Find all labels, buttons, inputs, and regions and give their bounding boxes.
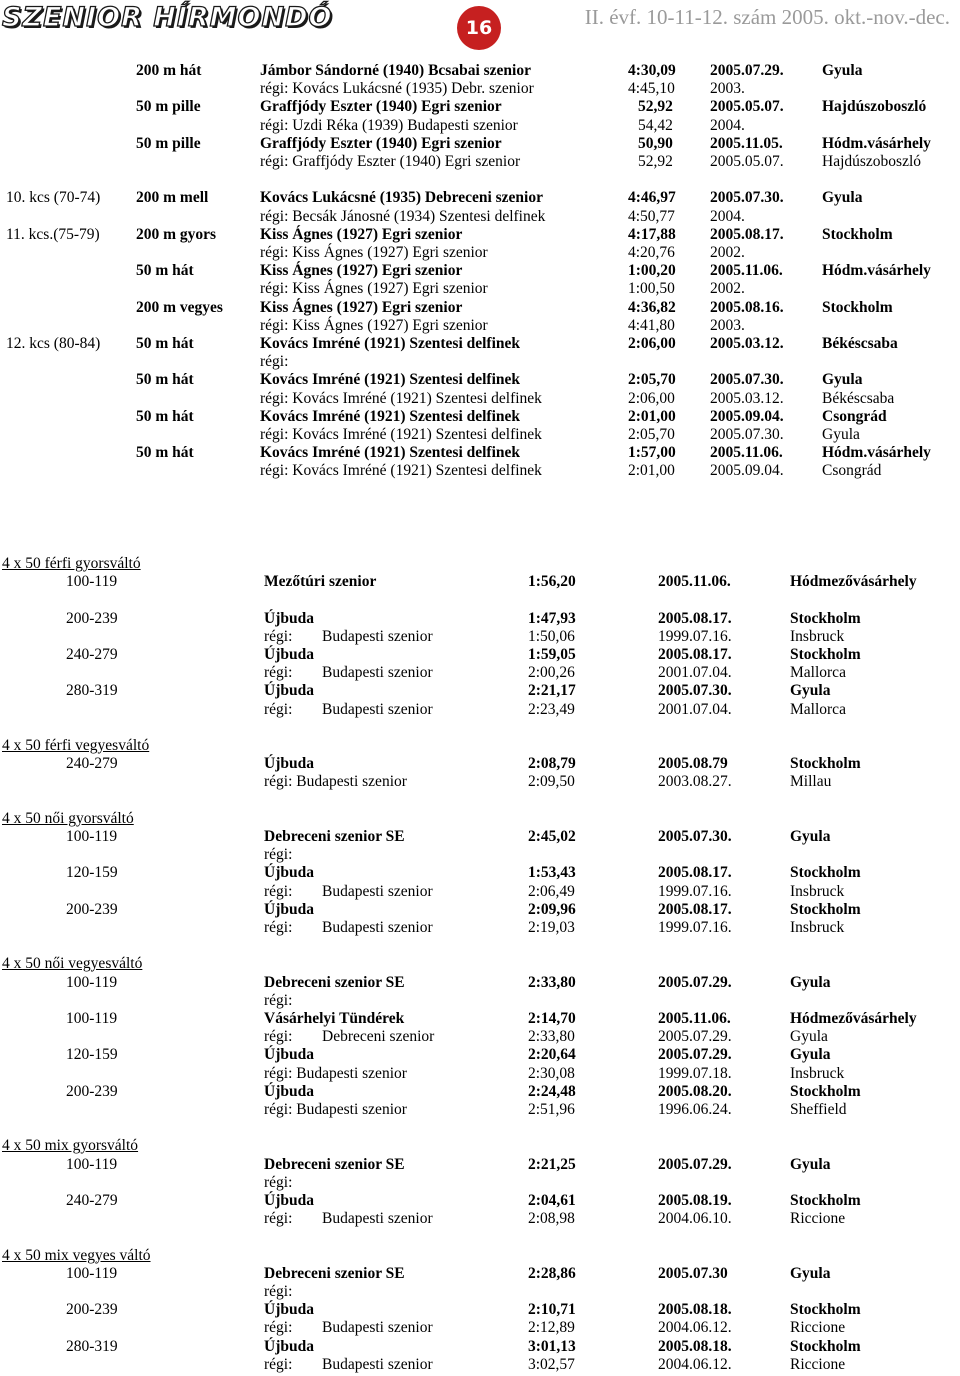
table-cell: Budapesti szenior: [322, 919, 433, 936]
table-cell: Hajdúszoboszló: [822, 98, 927, 116]
table-cell: Gyula: [790, 1264, 831, 1282]
table-cell: 100-119: [66, 1155, 118, 1173]
table-cell: Stockholm: [790, 1082, 861, 1100]
table-cell: régi:: [264, 627, 293, 645]
table-cell: Mallorca: [790, 700, 846, 718]
table-cell: Debreceni szenior SE: [264, 828, 405, 845]
table-cell: 2:01,00: [628, 407, 676, 425]
table-cell: Stockholm: [790, 609, 861, 627]
table-cell: régi: Kiss Ágnes (1927) Egri szenior: [260, 316, 488, 334]
table-cell: Budapesti szenior: [322, 700, 433, 718]
table-cell: Békéscsaba: [822, 389, 895, 407]
table-cell: Gyula: [790, 1046, 831, 1064]
table-cell: 2005.08.17.: [658, 609, 732, 627]
table-cell: 2:12,89: [528, 1319, 575, 1337]
table-cell: Insbruck: [790, 1064, 845, 1082]
table-cell: Újbuda: [264, 609, 314, 627]
table-cell: 200-239: [66, 609, 118, 627]
table-cell: Gyula: [790, 973, 831, 991]
table-cell: 100-119: [66, 828, 118, 845]
table-cell: 1999.07.16.: [658, 627, 732, 645]
table-cell: Debreceni szenior SE: [264, 1155, 405, 1173]
table-cell: 2002.: [710, 280, 745, 298]
table-cell: régi:: [264, 919, 293, 936]
table-cell: régi: Kovács Imréné (1921) Szentesi delfinek: [260, 389, 542, 407]
table-cell: régi:: [264, 846, 293, 864]
table-cell: régi: Budapesti szenior: [264, 1064, 407, 1082]
table-cell: 2:30,08: [528, 1064, 575, 1082]
table-cell: Gyula: [822, 426, 860, 443]
table-cell: 2005.07.30.: [658, 828, 732, 845]
table-cell: 200 m gyors: [136, 225, 217, 243]
table-cell: Stockholm: [790, 1337, 861, 1355]
table-cell: régi:: [264, 1173, 293, 1191]
table-cell: Budapesti szenior: [322, 664, 433, 682]
table-cell: Újbuda: [264, 1082, 314, 1100]
table-cell: 50 m hát: [136, 262, 194, 280]
table-cell: régi: Kovács Lukácsné (1935) Debr. szenior: [260, 80, 534, 98]
table-cell: 4:30,09: [628, 62, 676, 79]
table-cell: 1996.06.24.: [658, 1101, 732, 1118]
table-cell: 280-319: [66, 682, 118, 700]
table-cell: 2:10,71: [528, 1301, 576, 1319]
table-cell: Jámbor Sándorné (1940) Bcsabai szenior: [260, 62, 531, 79]
table-cell: 200 m hát: [136, 62, 202, 79]
table-cell: 2005.07.30.: [658, 682, 732, 700]
table-cell: Kovács Imréné (1921) Szentesi delfinek: [260, 407, 521, 425]
table-cell: Graffjódy Eszter (1940) Egri szenior: [260, 98, 502, 116]
table-cell: 4:20,76: [628, 244, 675, 261]
table-cell: Budapesti szenior: [322, 882, 433, 900]
table-cell: régi:: [260, 353, 289, 371]
page-number-badge: 16: [457, 6, 501, 50]
table-cell: 50 m pille: [136, 98, 201, 116]
table-cell: 1:00,50: [628, 280, 675, 298]
masthead-logo: SZENIOR HÍRMONDÓ: [2, 2, 333, 33]
table-cell: Csongrád: [822, 407, 887, 425]
table-cell: 2:04,61: [528, 1192, 576, 1209]
table-cell: 1:47,93: [528, 609, 576, 627]
table-cell: Budapesti szenior: [322, 627, 433, 645]
table-cell: 200-239: [66, 1301, 118, 1319]
table-cell: régi: Budapesti szenior: [264, 1101, 407, 1118]
table-cell: 2005.11.06.: [710, 444, 783, 462]
table-cell: régi: Kiss Ágnes (1927) Egri szenior: [260, 244, 488, 261]
table-cell: Hódmezővásárhely: [790, 573, 917, 591]
table-cell: Sheffield: [790, 1101, 847, 1118]
table-cell: 4:41,80: [628, 316, 675, 334]
table-cell: 2:05,70: [628, 371, 676, 389]
table-cell: 1999.07.16.: [658, 882, 732, 900]
table-cell: Riccione: [790, 1319, 846, 1337]
table-cell: 2:06,00: [628, 389, 675, 407]
table-cell: Stockholm: [822, 298, 893, 316]
table-cell: régi:: [264, 1355, 293, 1373]
section-heading: 4 x 50 mix vegyes váltó: [2, 1246, 151, 1264]
table-cell: 2:00,26: [528, 664, 575, 682]
table-cell: 2:19,03: [528, 919, 575, 936]
table-cell: 2005.05.07.: [710, 153, 784, 170]
table-cell: Mallorca: [790, 664, 846, 682]
table-cell: 2004.06.10.: [658, 1210, 732, 1228]
section-heading: 4 x 50 női gyorsváltó: [2, 809, 134, 827]
table-cell: 2:21,25: [528, 1155, 576, 1173]
table-cell: 2:51,96: [528, 1101, 575, 1118]
table-cell: 200 m vegyes: [136, 298, 223, 316]
table-cell: 1:53,43: [528, 864, 576, 882]
table-cell: Gyula: [822, 371, 863, 389]
table-cell: Gyula: [790, 682, 831, 700]
table-cell: 50 m hát: [136, 407, 194, 425]
table-cell: régi: Kovács Imréné (1921) Szentesi delfinek: [260, 426, 542, 443]
table-cell: 2:24,48: [528, 1082, 576, 1100]
table-cell: régi:: [264, 1028, 293, 1046]
table-cell: 2005.05.07.: [710, 98, 784, 116]
table-cell: Stockholm: [790, 1192, 861, 1209]
table-cell: 2005.07.29.: [658, 1046, 732, 1064]
table-cell: Hódm.vásárhely: [822, 444, 931, 462]
table-cell: 1:50,06: [528, 627, 575, 645]
table-cell: 50 m hát: [136, 444, 194, 462]
table-cell: 2004.: [710, 207, 745, 225]
table-cell: 1:00,20: [628, 262, 676, 280]
table-cell: Újbuda: [264, 900, 314, 918]
table-cell: 2005.08.17.: [658, 864, 732, 882]
table-cell: régi:: [264, 991, 293, 1009]
table-cell: Budapesti szenior: [322, 1319, 433, 1337]
table-cell: Gyula: [822, 62, 863, 79]
table-cell: 100-119: [66, 973, 118, 991]
table-cell: 50 m hát: [136, 371, 194, 389]
table-cell: Újbuda: [264, 755, 314, 773]
table-cell: 2005.03.12.: [710, 335, 784, 352]
table-cell: 52,92: [638, 153, 673, 170]
table-cell: 2005.07.29.: [658, 1155, 732, 1173]
table-cell: Gyula: [790, 1028, 828, 1046]
table-cell: Újbuda: [264, 864, 314, 882]
table-cell: régi:: [264, 1283, 293, 1300]
table-cell: Insbruck: [790, 882, 845, 900]
table-cell: 2004.: [710, 116, 745, 134]
table-cell: 1:59,05: [528, 646, 576, 663]
table-cell: 2003.: [710, 80, 745, 98]
table-cell: Gyula: [790, 1155, 831, 1173]
table-cell: Riccione: [790, 1210, 846, 1228]
table-cell: 2:09,96: [528, 900, 576, 918]
table-cell: 120-159: [66, 864, 118, 882]
table-cell: Újbuda: [264, 1337, 314, 1355]
table-cell: 100-119: [66, 573, 118, 591]
table-cell: 11. kcs.(75-79): [6, 225, 100, 243]
table-cell: Újbuda: [264, 1192, 314, 1209]
table-cell: régi:: [264, 1319, 293, 1337]
table-cell: 100-119: [66, 1010, 118, 1027]
table-cell: 3:02,57: [528, 1355, 575, 1373]
table-cell: Mezőtúri szenior: [264, 573, 377, 591]
table-cell: Kovács Imréné (1921) Szentesi delfinek: [260, 371, 521, 389]
table-cell: 2005.08.18.: [658, 1337, 732, 1355]
table-cell: 2:08,79: [528, 755, 576, 773]
table-cell: 2005.11.06.: [658, 1010, 731, 1027]
table-cell: 2005.07.29.: [658, 973, 732, 991]
table-cell: régi:: [264, 664, 293, 682]
table-cell: régi: Becsák Jánosné (1934) Szentesi delfinek: [260, 207, 546, 225]
table-cell: régi:: [264, 700, 293, 718]
table-cell: 4:50,77: [628, 207, 675, 225]
table-cell: Stockholm: [790, 755, 861, 773]
table-cell: 2:05,70: [628, 426, 675, 443]
table-cell: régi:: [264, 1210, 293, 1228]
table-cell: 12. kcs (80-84): [6, 335, 101, 352]
table-cell: Gyula: [790, 828, 831, 845]
table-cell: Stockholm: [790, 1301, 861, 1319]
table-cell: 2:01,00: [628, 462, 675, 480]
table-cell: Csongrád: [822, 462, 882, 480]
table-cell: Újbuda: [264, 1301, 314, 1319]
table-cell: Stockholm: [790, 900, 861, 918]
table-cell: Kiss Ágnes (1927) Egri szenior: [260, 298, 463, 316]
table-cell: 2005.09.04.: [710, 407, 784, 425]
table-cell: 2005.08.17.: [658, 900, 732, 918]
table-cell: Vásárhelyi Tündérek: [264, 1010, 405, 1027]
table-cell: 2:45,02: [528, 828, 576, 845]
table-cell: 50,90: [638, 134, 673, 152]
table-cell: 3:01,13: [528, 1337, 576, 1355]
table-cell: Graffjódy Eszter (1940) Egri szenior: [260, 134, 502, 152]
table-cell: 2005.08.17.: [710, 225, 784, 243]
table-cell: 4:46,97: [628, 189, 676, 207]
table-cell: 2005.08.19.: [658, 1192, 732, 1209]
table-cell: 2005.07.30.: [710, 426, 784, 443]
table-cell: 2:33,80: [528, 973, 576, 991]
table-cell: Hajdúszoboszló: [822, 153, 922, 170]
table-cell: 100-119: [66, 1264, 118, 1282]
table-cell: Újbuda: [264, 1046, 314, 1064]
table-cell: 2004.06.12.: [658, 1355, 732, 1373]
table-cell: 2:06,00: [628, 335, 676, 352]
table-cell: 2005.11.05.: [710, 134, 783, 152]
table-cell: 120-159: [66, 1046, 118, 1064]
table-cell: 2005.03.12.: [710, 389, 784, 407]
table-cell: 240-279: [66, 646, 118, 663]
table-cell: Budapesti szenior: [322, 1210, 433, 1228]
table-cell: 52,92: [638, 98, 673, 116]
table-cell: 200-239: [66, 900, 118, 918]
table-cell: 200-239: [66, 1082, 118, 1100]
table-cell: Kovács Lukácsné (1935) Debreceni szenior: [260, 189, 543, 207]
table-cell: Újbuda: [264, 646, 314, 663]
table-cell: 2:23,49: [528, 700, 575, 718]
table-cell: Debreceni szenior: [322, 1028, 435, 1046]
table-cell: régi: Kovács Imréné (1921) Szentesi delfinek: [260, 462, 542, 480]
table-cell: 2005.08.17.: [658, 646, 732, 663]
table-cell: Kovács Imréné (1921) Szentesi delfinek: [260, 444, 521, 462]
table-cell: 10. kcs (70-74): [6, 189, 101, 207]
table-cell: 2:06,49: [528, 882, 575, 900]
table-cell: 2001.07.04.: [658, 664, 732, 682]
table-cell: Insbruck: [790, 919, 845, 936]
table-cell: 2005.11.06.: [710, 262, 783, 280]
table-cell: 1:57,00: [628, 444, 676, 462]
table-cell: 2001.07.04.: [658, 700, 732, 718]
table-cell: 4:17,88: [628, 225, 676, 243]
table-cell: 240-279: [66, 1192, 118, 1209]
table-cell: 2:33,80: [528, 1028, 575, 1046]
table-cell: 200 m mell: [136, 189, 209, 207]
table-cell: Gyula: [822, 189, 863, 207]
table-cell: régi:: [264, 882, 293, 900]
section-heading: 4 x 50 férfi vegyesváltó: [2, 737, 150, 754]
table-cell: régi: Uzdi Réka (1939) Budapesti szenior: [260, 116, 518, 134]
table-cell: 54,42: [638, 116, 673, 134]
table-cell: 2005.11.06.: [658, 573, 731, 591]
section-heading: 4 x 50 női vegyesváltó: [2, 955, 143, 973]
table-cell: 2005.07.29.: [658, 1028, 732, 1046]
table-cell: Stockholm: [790, 646, 861, 663]
table-cell: 2:20,64: [528, 1046, 576, 1064]
table-cell: 2002.: [710, 244, 745, 261]
table-cell: 2:08,98: [528, 1210, 575, 1228]
table-cell: Debreceni szenior SE: [264, 973, 405, 991]
table-cell: 2:09,50: [528, 773, 575, 791]
table-cell: régi: Kiss Ágnes (1927) Egri szenior: [260, 280, 488, 298]
table-cell: 2005.08.16.: [710, 298, 784, 316]
table-cell: Újbuda: [264, 682, 314, 700]
table-cell: 1999.07.18.: [658, 1064, 732, 1082]
table-cell: Hódm.vásárhely: [822, 134, 931, 152]
table-cell: 2:21,17: [528, 682, 576, 700]
table-cell: 1999.07.16.: [658, 919, 732, 936]
table-cell: 2:14,70: [528, 1010, 576, 1027]
issue-info: II. évf. 10-11-12. szám 2005. okt.-nov.-dec.: [584, 5, 950, 29]
table-cell: 2003.: [710, 316, 745, 334]
table-cell: Hódmezővásárhely: [790, 1010, 917, 1027]
table-cell: 2005.07.29.: [710, 62, 784, 79]
table-cell: 4:45,10: [628, 80, 675, 98]
table-cell: 1:56,20: [528, 573, 576, 591]
table-cell: Budapesti szenior: [322, 1355, 433, 1373]
table-cell: 2005.09.04.: [710, 462, 784, 480]
table-cell: Stockholm: [822, 225, 893, 243]
table-cell: 50 m hát: [136, 335, 194, 352]
table-cell: 2005.08.18.: [658, 1301, 732, 1319]
table-cell: régi: Graffjódy Eszter (1940) Egri szenior: [260, 153, 521, 170]
table-cell: 2005.08.79: [658, 755, 728, 773]
table-cell: Békéscsaba: [822, 335, 898, 352]
table-cell: 2005.07.30.: [710, 371, 784, 389]
table-cell: régi: Budapesti szenior: [264, 773, 407, 791]
table-cell: Kiss Ágnes (1927) Egri szenior: [260, 262, 463, 280]
section-heading: 4 x 50 mix gyorsváltó: [2, 1137, 139, 1155]
table-cell: 4:36,82: [628, 298, 676, 316]
table-cell: 2004.06.12.: [658, 1319, 732, 1337]
table-cell: 2005.08.20.: [658, 1082, 732, 1100]
table-cell: Stockholm: [790, 864, 861, 882]
table-cell: 240-279: [66, 755, 118, 773]
table-cell: Kovács Imréné (1921) Szentesi delfinek: [260, 335, 521, 352]
table-cell: 280-319: [66, 1337, 118, 1355]
table-cell: 2003.08.27.: [658, 773, 732, 791]
table-cell: 2005.07.30.: [710, 189, 784, 207]
section-heading: 4 x 50 férfi gyorsváltó: [2, 555, 141, 572]
table-cell: 50 m pille: [136, 134, 201, 152]
table-cell: Millau: [790, 773, 832, 791]
table-cell: Riccione: [790, 1355, 846, 1373]
table-cell: Hódm.vásárhely: [822, 262, 931, 280]
table-cell: Kiss Ágnes (1927) Egri szenior: [260, 225, 463, 243]
table-cell: 2005.07.30: [658, 1264, 728, 1282]
table-cell: Debreceni szenior SE: [264, 1264, 405, 1282]
table-cell: 2:28,86: [528, 1264, 576, 1282]
table-cell: Insbruck: [790, 627, 845, 645]
